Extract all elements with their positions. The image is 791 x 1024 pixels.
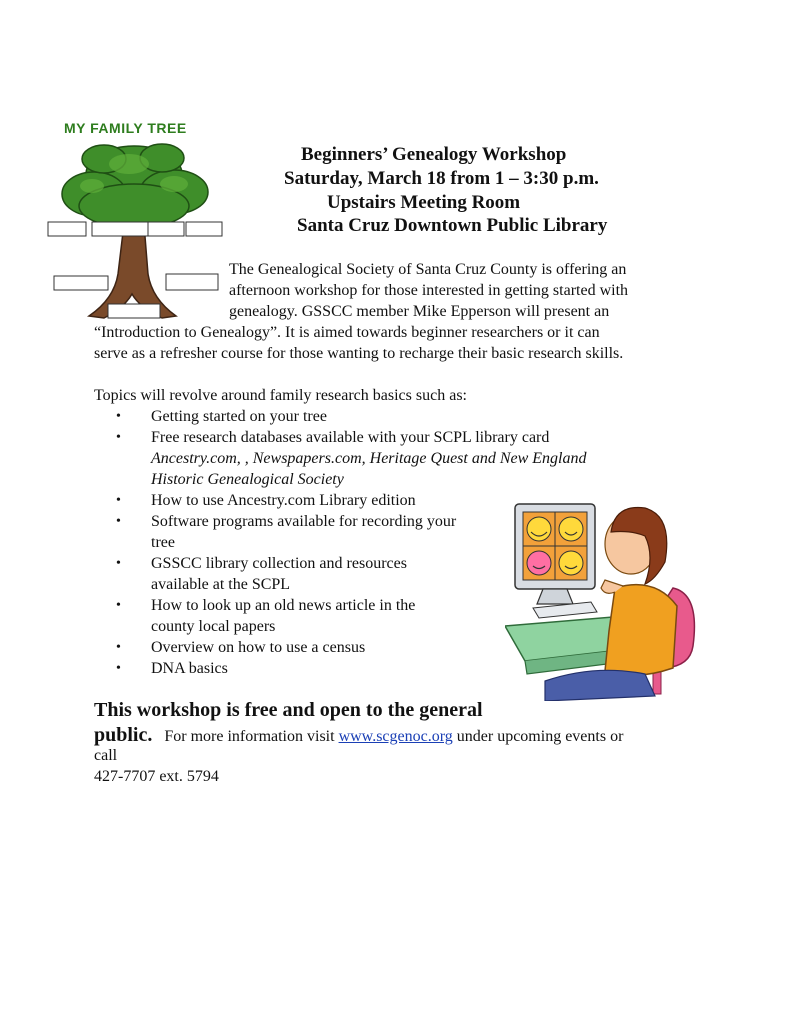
intro-line-3: genealogy. GSSCC member Mike Epperson will present an [229,303,610,320]
list-item-text: Overview on how to use a census [151,639,366,656]
list-item-text: How to use Ancestry.com Library edition [151,492,416,509]
database-names: Ancestry.com, , Newspapers.com, Heritage Quest and New England [151,450,587,467]
heading-room: Upstairs Meeting Room [327,192,521,213]
person-at-computer-icon [505,496,710,701]
database-names-cont: Historic Genealogical Society [151,471,344,488]
list-item-text-cont: county local papers [151,618,276,635]
bullet-icon: • [116,640,121,655]
intro-line-1: The Genealogical Society of Santa Cruz County is offering an [229,261,627,278]
heading-title: Beginners’ Genealogy Workshop [301,144,567,165]
free-notice-cont: public. [94,724,153,746]
bullet-icon: • [116,661,121,676]
call-text: call [94,747,118,764]
bullet-icon: • [116,409,121,424]
intro-line-4: “Introduction to Genealogy”. It is aimed towards beginner researchers or it can [94,324,600,341]
heading-date: Saturday, March 18 from 1 – 3:30 p.m. [284,168,599,189]
bullet-icon: • [116,556,121,571]
bullet-icon: • [116,598,121,613]
free-notice: This workshop is free and open to the general [94,699,483,721]
list-item-text-cont: available at the SCPL [151,576,291,593]
list-item-text: Getting started on your tree [151,408,327,425]
topics-intro: Topics will revolve around family research basics such as: [94,387,467,404]
bullet-icon: • [116,430,121,445]
family-tree-title: MY FAMILY TREE [64,120,187,136]
info-line [94,725,623,747]
bullet-icon: • [116,514,121,529]
intro-line-2: afternoon workshop for those interested in getting started with [229,282,629,299]
bullet-icon: • [116,493,121,508]
list-item-text-cont: tree [151,534,175,551]
info-text: For more information visit [164,728,335,745]
list-item-text: How to look up an old news article in the [151,597,416,614]
heading-location: Santa Cruz Downtown Public Library [297,215,608,236]
website-link[interactable]: www.scgenoc.org [338,728,453,745]
list-item-text: Free research databases available with your SCPL library card [151,429,550,446]
list-item-text: Software programs available for recording your [151,513,457,530]
list-item-text: DNA basics [151,660,228,677]
intro-line-5: serve as a refresher course for those wanting to recharge their basic research skills. [94,345,624,362]
phone-number: 427-7707 ext. 5794 [94,768,219,785]
info-text-after: under upcoming events or [456,728,624,745]
list-item-text: GSSCC library collection and resources [151,555,407,572]
family-tree-icon [44,134,224,334]
